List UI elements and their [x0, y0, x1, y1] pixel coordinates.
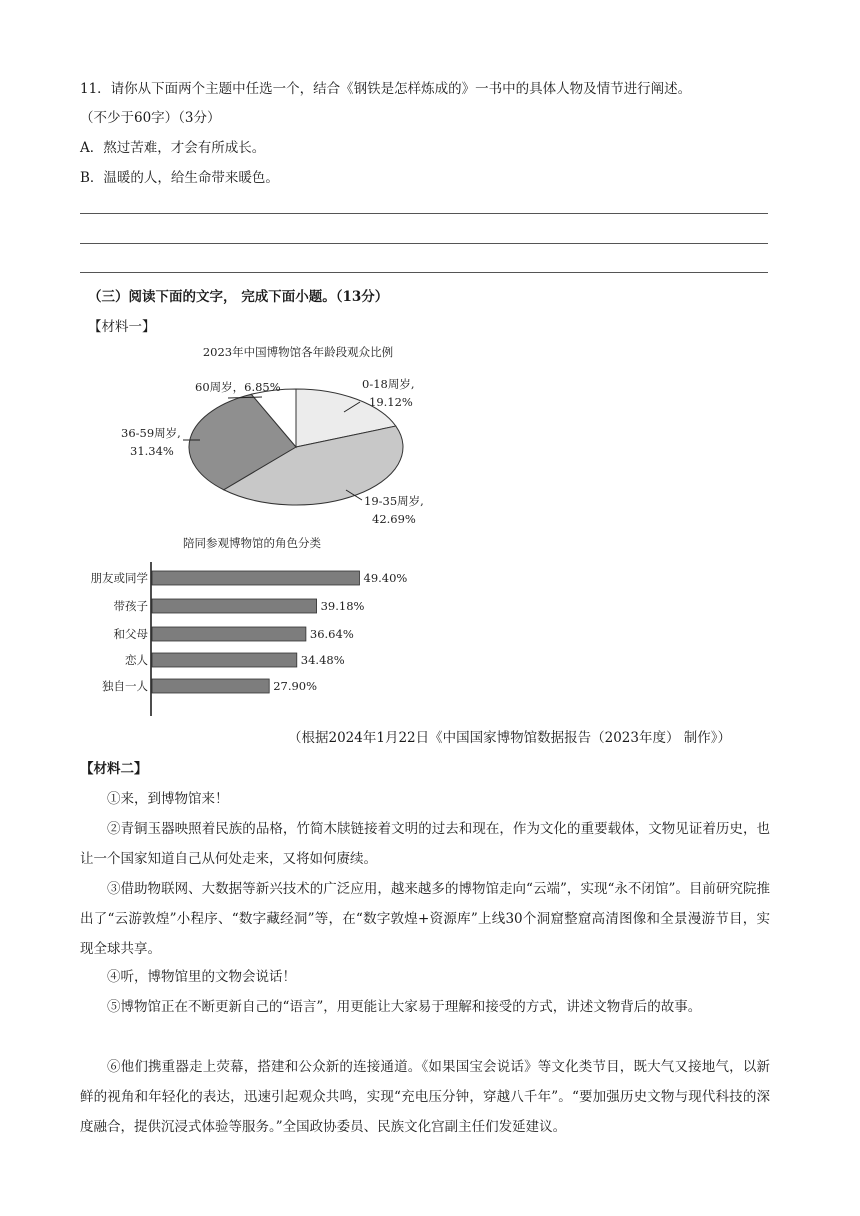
bar [152, 571, 360, 585]
bar [152, 599, 317, 613]
bar-value-label: 39.18% [320, 599, 365, 613]
pie-chart [0, 335, 860, 535]
bar-category-label: 独自一人 [102, 679, 148, 693]
paragraph-4: ④听，博物馆里的文物会说话！ [107, 969, 296, 985]
paragraph-3: ③借助物联网、大数据等新兴技术的广泛应用，越来越多的博物馆走向“云端”，实现“永不闭馆”。目前研究院推出了“云游敦煌”小程序、“数字藏经洞”等，在“数字敦煌+资源库”上线30个洞窟整窟高清图像和全景漫游节目，实现全球共享。 [80, 881, 770, 957]
material-2-label: 【材料二】 [80, 761, 148, 777]
bar-value-label: 36.64% [309, 627, 354, 641]
bar-value-label: 34.48% [300, 653, 345, 667]
bar-title: 陪同参观博物馆的角色分类 [183, 536, 321, 550]
bar-category-label: 朋友或同学 [90, 571, 148, 585]
bar-value-label: 27.90% [273, 679, 318, 693]
pie-label-0-18: 0-18周岁, [362, 377, 415, 391]
bar [152, 653, 297, 667]
bar [152, 679, 269, 693]
question-line-1: 11．请你从下面两个主题中任选一个，结合《钢铁是怎样炼成的》一书中的具体人物及情节进行阐述。 [80, 81, 692, 97]
bar-value-label: 49.40% [363, 571, 408, 585]
answer-line-3[interactable] [80, 272, 768, 273]
pie-label-36-59: 36-59周岁, [121, 426, 181, 440]
answer-line-2[interactable] [80, 243, 768, 244]
bar-chart [0, 530, 860, 720]
material-1-label: 【材料一】 [88, 319, 156, 335]
pie-value-0-18: 19.12% [369, 395, 413, 409]
section-heading: （三）阅读下面的文字， 完成下面小题。（13分） [88, 289, 389, 305]
bar [152, 627, 306, 641]
pie-label-60: 60周岁，6.85% [195, 380, 281, 394]
pie-label-19-35: 19-35周岁, [364, 494, 424, 508]
pie-value-36-59: 31.34% [130, 444, 174, 458]
option-a: A．熬过苦难，才会有所成长。 [80, 140, 266, 156]
option-b: B．温暖的人，给生命带来暖色。 [80, 170, 279, 186]
answer-line-1[interactable] [80, 213, 768, 214]
paragraph-5: ⑤博物馆正在不断更新自己的“语言”，用更能让大家易于理解和接受的方式，讲述文物背后的故事。 [107, 999, 702, 1015]
paragraph-1: ①来，到博物馆来！ [107, 791, 229, 807]
paragraph-6: ⑥他们携重器走上荧幕，搭建和公众新的连接通道。《如果国宝会说话》等文化类节目，既大气又接地气，以新鲜的视角和年轻化的表达，迅速引起观众共鸣，实现“充电压分钟，穿越八千年”。“要加强历史文物与现代科技的深度融合，提供沉浸式体验等服务。”全国政协委员、民族文化宫副主任们发延建议。 [80, 1059, 770, 1135]
bar-category-label: 和父母 [113, 627, 148, 641]
bar-category-label: 恋人 [125, 653, 148, 667]
pie-title: 2023年中国博物馆各年龄段观众比例 [202, 345, 394, 359]
bar-category-label: 带孩子 [113, 599, 148, 613]
source-note: （根据2024年1月22日《中国国家博物馆数据报告（2023年度） 制作》） [288, 730, 732, 746]
paragraph-2: ②青铜玉器映照着民族的品格，竹简木牍链接着文明的过去和现在，作为文化的重要载体，文物见证着历史，也让一个国家知道自己从何处走来，又将如何赓续。 [80, 821, 770, 867]
question-line-2: （不少于60字）（3分） [80, 110, 221, 126]
pie-value-19-35: 42.69% [372, 512, 416, 526]
